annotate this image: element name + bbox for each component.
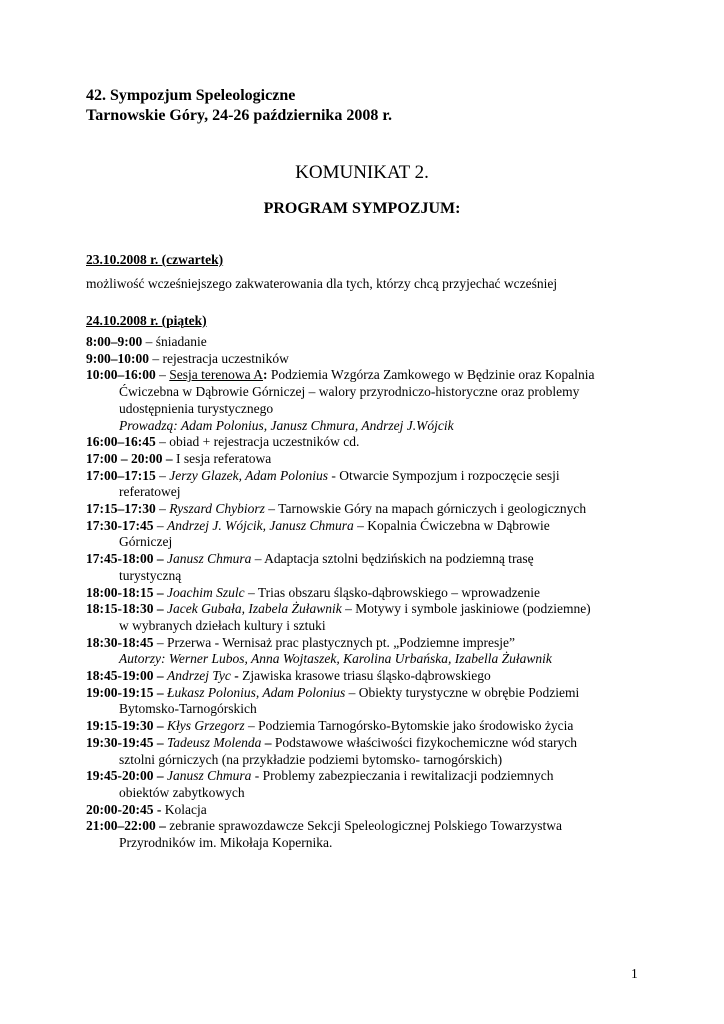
- schedule-entry: [86, 735, 666, 768]
- entry-author: Tadeusz Molenda: [167, 734, 262, 750]
- entry-separator: –: [153, 584, 167, 600]
- schedule-entry: [86, 367, 666, 434]
- entry-description: Kolacja: [161, 801, 207, 817]
- entry-time: 17:30-17:45: [86, 517, 154, 533]
- entry-separator: –: [149, 350, 163, 366]
- schedule-entry: [86, 818, 666, 851]
- entry-separator: –: [155, 818, 166, 834]
- schedule-entry: [86, 468, 666, 501]
- schedule-entry: [86, 585, 666, 602]
- entry-time: 18:15-18:30: [86, 601, 154, 617]
- entry-description: rejestracja uczestników: [162, 350, 289, 366]
- entry-continuation: Ćwiczebna w Dąbrowie Górniczej – walory przyrodniczo-historyczne oraz problemy: [119, 384, 580, 400]
- entry-author: Jacek Gubała, Izabela Żuławnik: [167, 601, 342, 617]
- schedule-entry: [86, 668, 666, 685]
- entry-description: – Podziemia Tarnogórsko-Bytomskie jako środowisko życia: [244, 718, 574, 734]
- entry-time: 19:45-20:00: [86, 768, 154, 784]
- schedule-entry: [86, 351, 666, 368]
- entry-continuation: w wybranych dziełach kultury i sztuki: [119, 617, 326, 633]
- schedule-entry: [86, 635, 666, 668]
- day1-date: 23.10.2008 r. (czwartek): [86, 252, 224, 267]
- entry-separator: –: [155, 434, 170, 450]
- entry-author: Łukasz Polonius, Adam Polonius: [167, 684, 346, 700]
- schedule-entry: [86, 685, 666, 718]
- entry-separator: –: [142, 334, 156, 349]
- entry-separator: –: [162, 450, 176, 466]
- entry-description: Zjawiska krasowe triasu śląsko-dąbrowskiego: [238, 668, 491, 684]
- schedule-entry: [86, 601, 666, 634]
- entry-separator: –: [155, 501, 170, 517]
- entry-description: - Otwarcie Sympozjum i rozpoczęcie sesji: [327, 467, 560, 483]
- schedule-entry: [86, 802, 666, 819]
- entry-author: Janusz Chmura: [167, 551, 252, 567]
- entry-separator: -: [153, 801, 162, 817]
- entry-description: – Adaptacja sztolni będzińskich na podziemną trasę: [251, 551, 534, 567]
- session-leaders: Prowadzą: Adam Polonius, Janusz Chmura, Andrzej J.Wójcik: [119, 417, 454, 433]
- entry-continuation: udostępnienia turystycznego: [119, 400, 274, 416]
- day1-note: możliwość wcześniejszego zakwaterowania dla tych, którzy chcą przyjechać wcześniej: [86, 276, 558, 291]
- entry-time: 19:00-19:15: [86, 684, 154, 700]
- entry-description: – Obiekty turystyczne w obrębie Podziemi: [345, 684, 580, 700]
- entry-description: – Motywy i symbole jaskiniowe (podziemne): [341, 601, 591, 617]
- schedule-entry: [86, 501, 666, 518]
- entry-separator: –: [153, 684, 167, 700]
- entry-description: – Trias obszaru śląsko-dąbrowskiego – wprowadzenie: [244, 584, 541, 600]
- entry-separator: –: [153, 551, 167, 567]
- entry-separator: –: [155, 467, 170, 483]
- entry-continuation: referatowej: [119, 484, 181, 500]
- entry-continuation: Przyrodników im. Mikołaja Kopernika.: [119, 835, 333, 851]
- entry-time: 9:00–10:00: [86, 350, 149, 366]
- entry-time: 10:00–16:00: [86, 367, 156, 383]
- entry-continuation: Bytomsko-Tarnogórskich: [119, 701, 257, 717]
- symposium-title: 42. Sympozjum Speleologiczne: [86, 87, 296, 104]
- communique-heading: KOMUNIKAT 2.: [295, 162, 429, 183]
- entry-description: Podstawowe właściwości fizykochemiczne wód starych: [271, 734, 578, 750]
- schedule-entry: [86, 451, 666, 468]
- entry-separator: –: [153, 517, 167, 533]
- entry-continuation: Górniczej: [119, 534, 173, 550]
- entry-description: obiad + rejestracja uczestników cd.: [169, 434, 360, 450]
- entry-colon: :: [262, 367, 268, 383]
- page-number: 1: [631, 966, 638, 981]
- entry-separator: –: [153, 768, 167, 784]
- entry-author: Andrzej J. Wójcik, Janusz Chmura: [167, 517, 354, 533]
- exhibition-authors: Autorzy: Werner Lubos, Anna Wojtaszek, Karolina Urbańska, Izabella Żuławnik: [119, 651, 552, 667]
- entry-time: 17:15–17:30: [86, 501, 156, 517]
- entry-description: – Tarnowskie Góry na mapach górniczych i geologicznych: [264, 501, 587, 517]
- entry-description: - Problemy zabezpieczania i rewitalizacji podziemnych: [251, 768, 554, 784]
- entry-continuation: sztolni górniczych (na przykładzie podziemi bytomsko- tarnogórskich): [119, 751, 503, 767]
- entry-time: 17:00–17:15: [86, 467, 156, 483]
- entry-separator: –: [153, 718, 167, 734]
- field-session-label: Sesja terenowa A: [169, 367, 263, 383]
- entry-time: 21:00–22:00: [86, 818, 156, 834]
- entry-separator: –: [153, 634, 167, 650]
- entry-continuation: obiektów zabytkowych: [119, 784, 245, 800]
- entry-author: Andrzej Tyc: [167, 668, 231, 684]
- entry-description: – Kopalnia Ćwiczebna w Dąbrowie: [353, 517, 550, 533]
- entry-time: 18:30-18:45: [86, 634, 154, 650]
- entry-time: 18:45-19:00: [86, 668, 154, 684]
- entry-continuation: turystyczną: [119, 567, 182, 583]
- entry-time: 8:00–9:00: [86, 334, 143, 349]
- entry-description: zebranie sprawozdawcze Sekcji Speleologicznej Polskiego Towarzystwa: [165, 818, 563, 834]
- entry-time: 17:45-18:00: [86, 551, 154, 567]
- entry-separator: –: [153, 601, 167, 617]
- entry-description: Przerwa - Wernisaż prac plastycznych pt. „Podziemne impresje”: [167, 634, 516, 650]
- entry-author: Janusz Chmura: [167, 768, 252, 784]
- entry-description: I sesja referatowa: [176, 450, 272, 466]
- schedule-entry: [86, 768, 666, 801]
- schedule-entry: [86, 334, 666, 351]
- entry-separator: –: [155, 367, 170, 383]
- entry-description: Podziemia Wzgórza Zamkowego w Będzinie oraz Kopalnia: [267, 367, 595, 383]
- schedule-list: [86, 334, 666, 852]
- entry-author: Joachim Szulc: [167, 584, 245, 600]
- entry-separator: –: [153, 668, 167, 684]
- entry-time: 19:30-19:45: [86, 734, 154, 750]
- entry-author: Kłys Grzegorz: [167, 718, 245, 734]
- schedule-entry: [86, 434, 666, 451]
- entry-time: 17:00 – 20:00: [86, 450, 163, 466]
- entry-author: Ryszard Chybiorz: [169, 501, 265, 517]
- day2-date: 24.10.2008 r. (piątek): [86, 313, 207, 328]
- program-heading: PROGRAM SYMPOZJUM:: [263, 200, 461, 217]
- entry-time: 18:00-18:15: [86, 584, 154, 600]
- schedule-entry: [86, 551, 666, 584]
- entry-time: 20:00-20:45: [86, 801, 154, 817]
- entry-description: śniadanie: [155, 334, 207, 349]
- entry-separator: –: [153, 734, 167, 750]
- schedule-entry: [86, 518, 666, 551]
- schedule-entry: [86, 718, 666, 735]
- entry-separator-2: –: [261, 734, 272, 750]
- entry-time: 19:15-19:30: [86, 718, 154, 734]
- symposium-place-date: Tarnowskie Góry, 24-26 października 2008 r.: [86, 107, 392, 124]
- entry-author: Jerzy Glazek, Adam Polonius: [169, 467, 328, 483]
- entry-separator-2: -: [230, 668, 239, 684]
- entry-time: 16:00–16:45: [86, 434, 156, 450]
